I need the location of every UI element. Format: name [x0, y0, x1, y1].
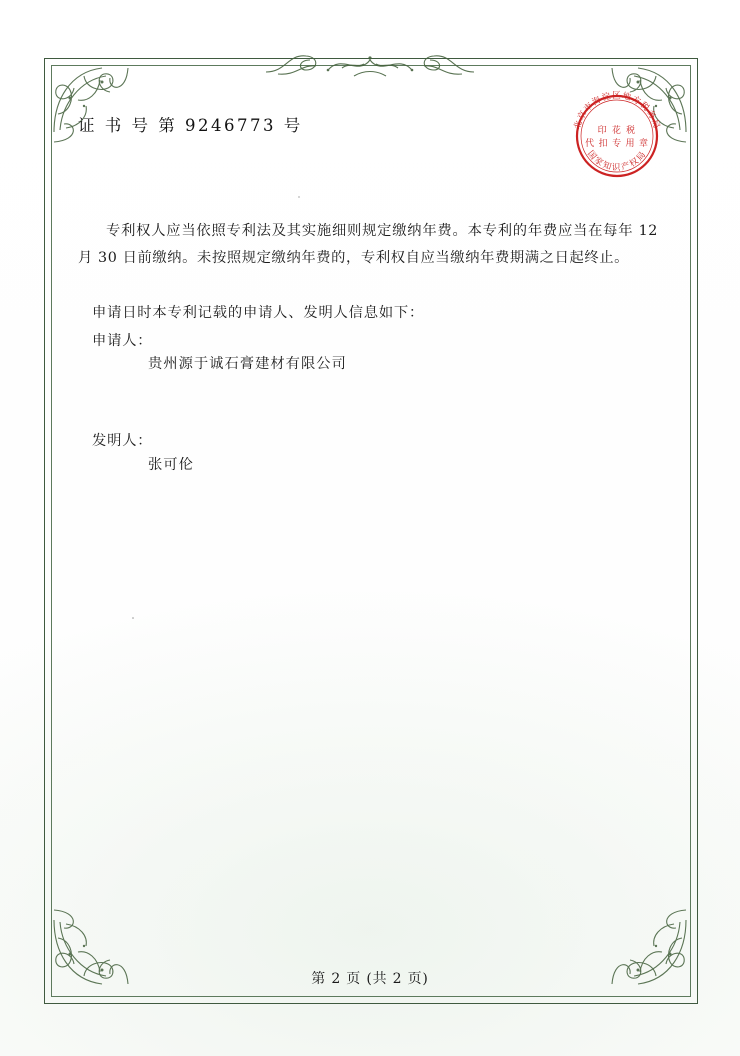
stamp-bottom-arc-text: 国家知识产权局 [584, 148, 650, 173]
official-stamp [563, 82, 671, 190]
inventor-label: 发明人： [92, 433, 153, 449]
annual-fee-paragraph: 专利权人应当依照专利法及其实施细则规定缴纳年费。本专利的年费应当在每年 12 月 30 日前缴纳。未按照规定缴纳年费的，专利权自应当缴纳年费期满之日起终止。 [78, 223, 658, 266]
border-frame-inner [51, 65, 691, 997]
page-footer: 第 2 页 (共 2 页) [311, 971, 429, 987]
inventor-name: 张可伦 [148, 457, 194, 473]
scan-speck [132, 617, 134, 619]
stamp-line-1: 印 花 税 [597, 126, 637, 136]
applicant-label: 申请人： [92, 333, 153, 349]
top-ornament-icon [258, 46, 482, 80]
applicant-name: 贵州源于诚石膏建材有限公司 [148, 356, 347, 372]
stamp-line-2: 代 扣 专 用 章 [585, 139, 649, 149]
scan-speck [298, 196, 300, 198]
applicant-inventor-heading: 申请日时本专利记载的申请人、发明人信息如下： [92, 305, 425, 321]
stamp-top-arc-text: 北京市海淀区地方税务局 [572, 91, 662, 131]
certificate-number: 证 书 号 第 9246773 号 [78, 116, 303, 135]
